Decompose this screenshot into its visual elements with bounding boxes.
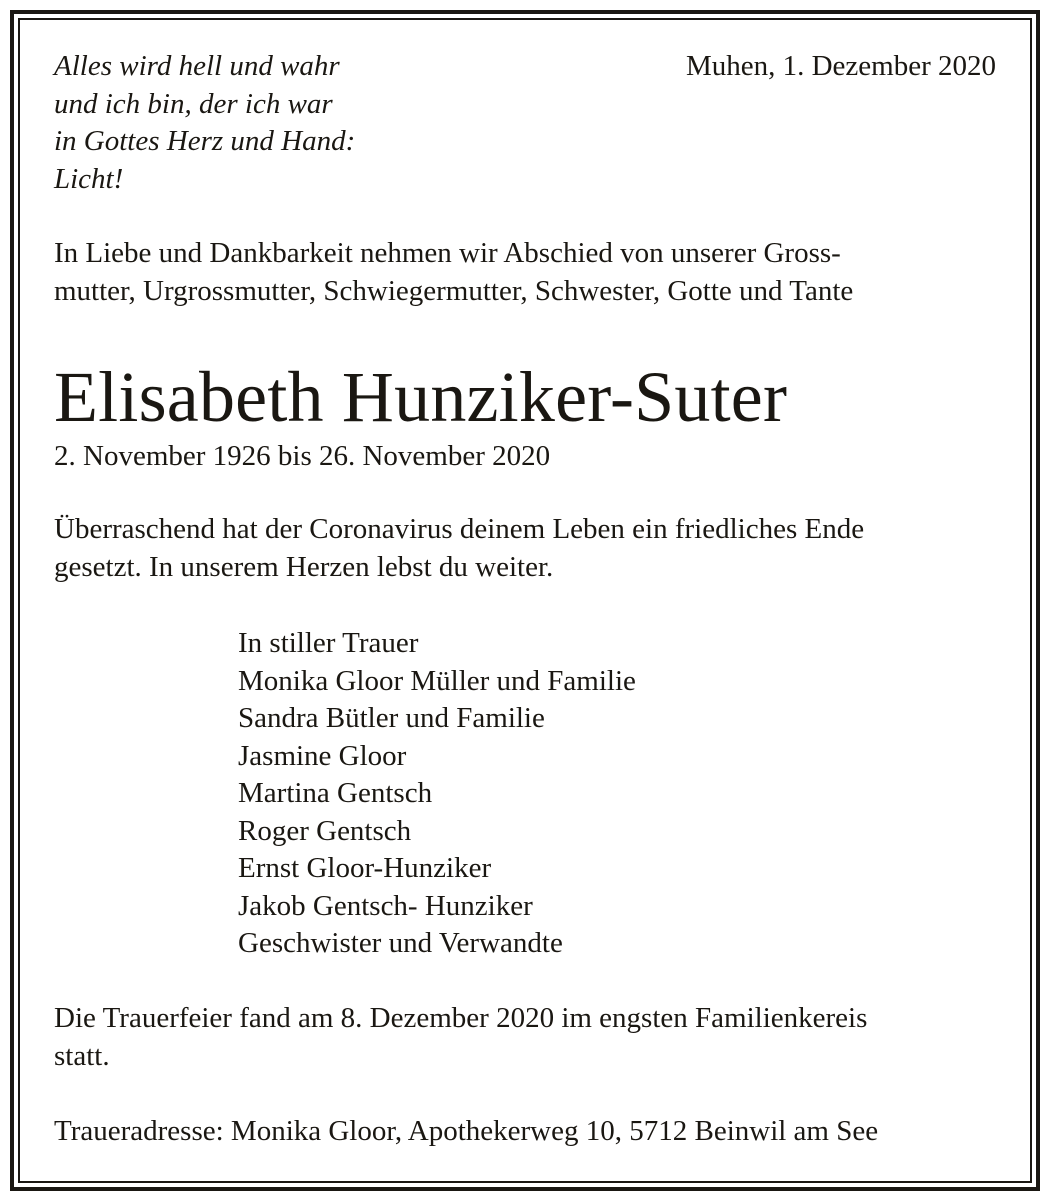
message-text — [54, 511, 864, 586]
mourner-item: Monika Gloor Müller und Familie — [238, 664, 636, 697]
intro-line: mutter, Urgrossmutter, Schwiegermutter, Schwester, Gotte und Tante — [54, 274, 854, 307]
mourner-item: Geschwister und Verwandte — [238, 927, 563, 959]
intro-line: In Liebe und Dankbarkeit nehmen wir Abschied von unserer Gross- — [54, 237, 841, 269]
mourners-list — [238, 625, 636, 963]
ceremony-line: statt. — [54, 1039, 110, 1072]
mourner-item: Roger Gentsch — [238, 814, 412, 847]
mourner-item: Jakob Gentsch- Hunziker — [238, 889, 533, 922]
motto-line: Alles wird hell und wahr — [54, 50, 340, 82]
place-date: Muhen, 1. Dezember 2020 — [685, 50, 996, 82]
motto-verse — [54, 48, 355, 198]
mourner-item: Jasmine Gloor — [238, 739, 407, 772]
ceremony-text — [54, 1000, 867, 1075]
motto-line: in Gottes Herz und Hand: — [54, 125, 356, 157]
mourner-item: Martina Gentsch — [238, 777, 433, 809]
mourner-item: Ernst Gloor-Hunziker — [238, 852, 492, 884]
motto-line: Licht! — [54, 162, 124, 195]
intro-text — [54, 235, 853, 310]
motto-line: und ich bin, der ich war — [54, 87, 333, 120]
ceremony-line: Die Trauerfeier fand am 8. Dezember 2020 im engsten Familienkereis — [54, 1002, 868, 1034]
life-dates: 2. November 1926 bis 26. November 2020 — [54, 440, 551, 472]
message-line: gesetzt. In unserem Herzen lebst du weiter. — [54, 550, 554, 583]
deceased-name: Elisabeth Hunziker-Suter — [54, 357, 788, 437]
mourner-item: Sandra Bütler und Familie — [238, 702, 545, 734]
mourner-item: In stiller Trauer — [238, 627, 419, 659]
message-line: Überraschend hat der Coronavirus deinem Leben ein friedliches Ende — [54, 513, 865, 545]
mourning-address: Traueradresse: Monika Gloor, Apothekerweg 10, 5712 Beinwil am See — [54, 1115, 879, 1147]
